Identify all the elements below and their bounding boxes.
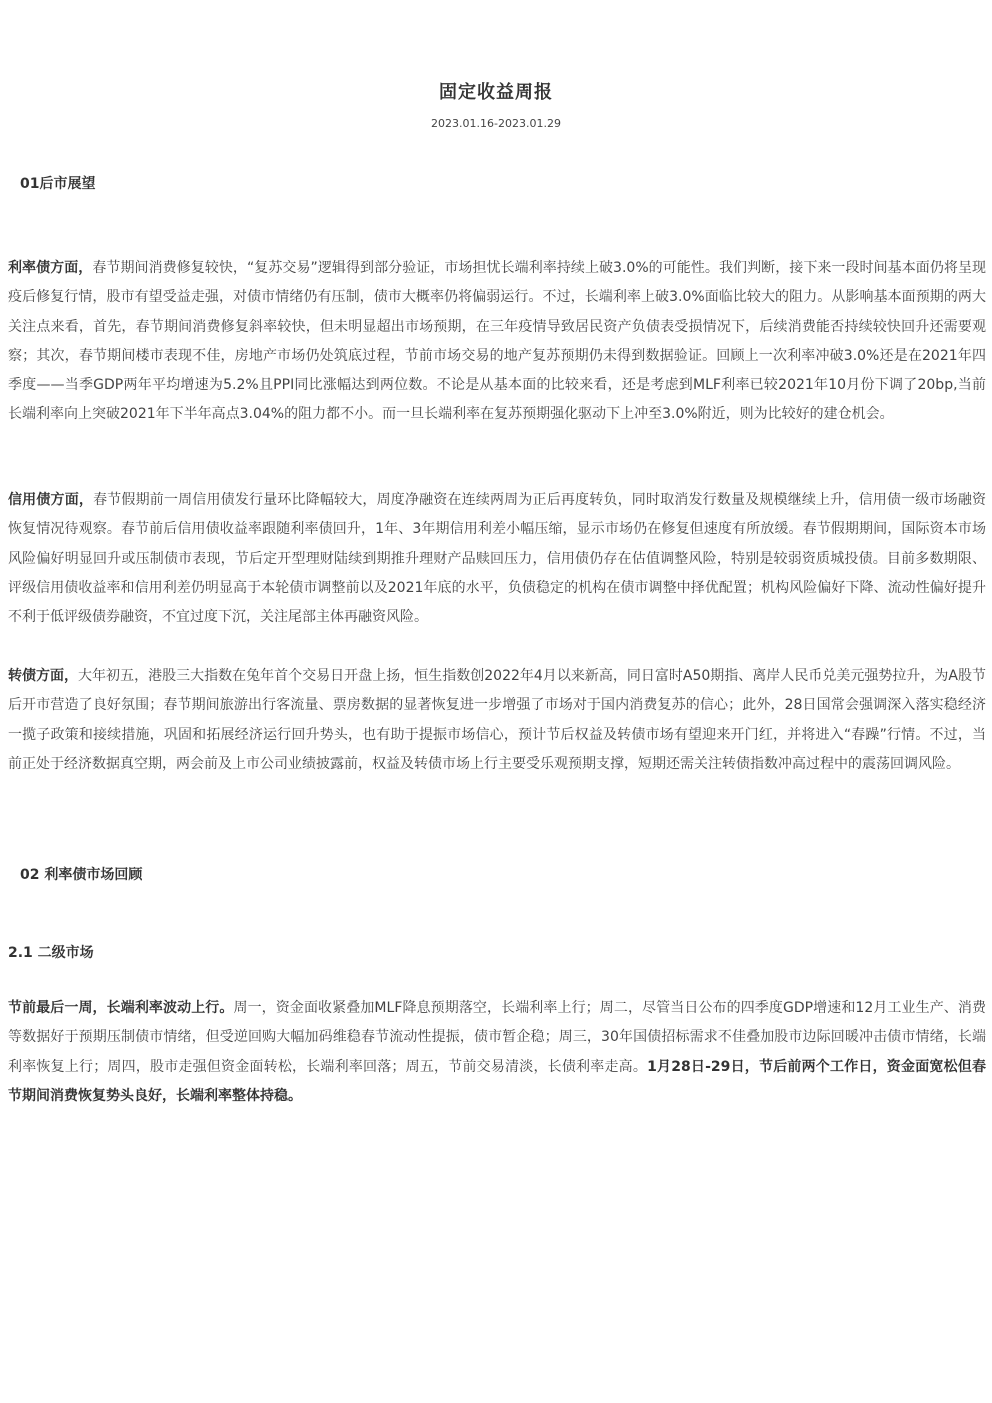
report-title: 固定收益周报: [439, 82, 553, 103]
paragraph-tail-review: 1月28日-29日，节后前两个工作日，资金面宽松但春节期间消费恢复势头良好，长端利率整体持稳。: [8, 1058, 987, 1104]
section-heading-outlook: 01后市展望: [20, 176, 96, 192]
paragraph-lead-review: 节前最后一周，长端利率波动上行。: [8, 1000, 234, 1016]
report-date-range: 2023.01.16-2023.01.29: [431, 117, 561, 130]
subsection-heading-secondary-market: 2.1 二级市场: [8, 945, 94, 961]
paragraph-lead-convertible: 转债方面，: [8, 668, 79, 684]
paragraph-lead-rates: 利率债方面，: [8, 260, 93, 276]
paragraph-body-credit: 春节假期前一周信用债发行量环比降幅较大，周度净融资在连续两周为正后再度转负，同时取消发行数量及规模继续上升，信用债一级市场融资恢复情况待观察。春节前后信用债收益率跟随利率债回升，1年、3年期信用利差小幅压缩，显示市场仍在修复但速度有所放缓。春节假期期间，国际资本市场风险偏好明显回升或压制债市表现，节后定开型理财陆续到期推升理财产品赎回压力，信用债仍存在估值调整风险，特别是较弱资质城投债。目前多数期限、评级信用债收益率和信用利差仍明显高于本轮债市调整前以及2021年底的水平，负债稳定的机构在债市调整中择优配置；机构风险偏好下降、流动性偏好提升不利于低评级债券融资，不宜过度下沉，关注尾部主体再融资风险。: [8, 492, 986, 626]
paragraph-body-convertible: 大年初五，港股三大指数在兔年首个交易日开盘上扬，恒生指数创2022年4月以来新高，同日富时A50期指、离岸人民币兑美元强势拉升，为A股节后开市营造了良好氛围；春节期间旅游出行客流量、票房数据的显著恢复进一步增强了市场对于国内消费复苏的信心；此外，28日国常会强调深入落实稳经济一揽子政策和接续措施，巩固和拓展经济运行回升势头，也有助于提振市场信心，预计节后权益及转债市场有望迎来开门红，并将进入“春躁”行情。不过，当前正处于经济数据真空期，两会前及上市公司业绩披露前，权益及转债市场上行主要受乐观预期支撑，短期还需关注转债指数冲高过程中的震荡回调风险。: [8, 668, 986, 772]
paragraph-lead-credit: 信用债方面，: [8, 492, 94, 508]
paragraph-market-review: [8, 994, 986, 1111]
paragraph-body-review: 周一，资金面收紧叠加MLF降息预期落空，长端利率上行；周二，尽管当日公布的四季度GDP增速和12月工业生产、消费等数据好于预期压制债市情绪，但受逆回购大幅加码维稳春节流动性提振，债市暂企稳；周三，30年国债招标需求不佳叠加股市边际回暖冲击债市情绪，长端利率恢复上行；周四，股市走强但资金面转松，长端利率回落；周五，节前交易清淡，长债利率走高。: [8, 1000, 986, 1075]
section-heading-rate-bond-review: 02 利率债市场回顾: [20, 867, 143, 883]
paragraph-credit-outlook: [8, 486, 986, 632]
paragraph-rates-outlook: [8, 254, 986, 430]
paragraph-body-rates: 春节期间消费修复较快，“复苏交易”逻辑得到部分验证，市场担忧长端利率持续上破3.0%的可能性。我们判断，接下来一段时间基本面仍将呈现疫后修复行情，股市有望受益走强，对债市情绪仍有压制，债市大概率仍将偏弱运行。不过，长端利率上破3.0%面临比较大的阻力。从影响基本面预期的两大关注点来看，首先，春节期间消费修复斜率较快，但未明显超出市场预期，在三年疫情导致居民资产负债表受损情况下，后续消费能否持续较快回升还需要观察；其次，春节期间楼市表现不佳，房地产市场仍处筑底过程，节前市场交易的地产复苏预期仍未得到数据验证。回顾上一次利率冲破3.0%还是在2021年四季度——当季GDP两年平均增速为5.2%且PPI同比涨幅达到两位数。不论是从基本面的比较来看，还是考虑到MLF利率已较2021年10月份下调了20bp,当前长端利率向上突破2021年下半年高点3.04%的阻力都不小。而一旦长端利率在复苏预期强化驱动下上冲至3.0%附近，则为比较好的建仓机会。: [8, 260, 987, 423]
paragraph-convertible-outlook: [8, 662, 986, 779]
